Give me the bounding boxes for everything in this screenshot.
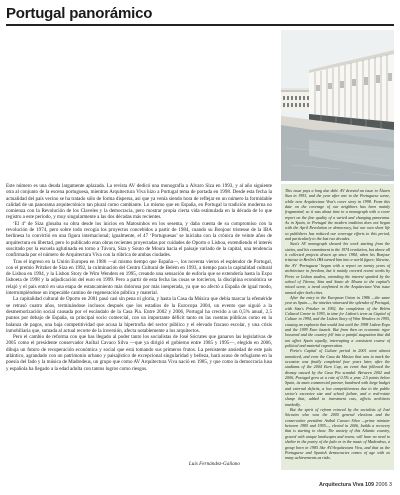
english-paragraph: Siza's AV monograph showed his work starting from the sixties, and his commitment to the 1974 revolution, but above all it collected projects drawn up since 1984, when his Bonjour tristesse in Berlin's IBA turned him into a world figure; likewise, the AV ‘Portuguese’ began with a report on twenty years of architecture in freedom, but it mainly covered recent works by Porto or Lisbon studios, extending the interest sparked by the school of Távora, Siza and Souto de Moura to the capital's mixed scene, a trend confirmed in the Arquitectura Viva issue named after both cities. (285, 241, 390, 295)
english-paragraph: After the entry in the European Union in 1986 —the same year as Spain—, the nineties witnessed the splendor of Portugal, with Siza's Pritzker in 1992, the completion of the Belém Cultural Center in 1993, in time for Lisbon's term as Capital of Culture in 1994, and the Lisbon Story of Wim Wenders in 1995, causing an euphoria that would last until the 1998 Lisbon Expo and the 1999 Euro launch. But from then on economic rigor loosened and the country fell into a painful stagnation that did not affect Spain equally, interrupting a consistent course of political and material regeneration. (285, 294, 390, 348)
page-number: 3 (389, 482, 392, 488)
english-paragraph: Porto's Capital of Culture period in 2001 went almost unnoticed, and even the Casa da Música that was to mark the occasion was finally completed four years later, after the stadiums of the 2004 Euro Cup, an event that followed the dismay caused by the Casa Pia scandal. Between 2002 and 2006, Portugal grew at a rate of 0.5% a year, 2.5 points below Spain, its main commercial partner, burdened with large budget and external deficits, a low competitiveness due to the public sector's excessive size and school failure, and a real-estate slump that, added to investment cuts, affects architects markedly. (285, 348, 390, 407)
building-illustration (281, 30, 394, 181)
main-article-text (6, 183, 272, 461)
english-paragraph: This issue pays a long due debt. AV devoted an issue to Álvaro Siza in 1993, and the year after one to the Portuguese scene, while now Arquitectura Viva's cover story in 1998. From this date on the coverage of our neighbors has been mainly fragmented, so it was about time to a monograph with a cover report on the fine quality of a varied and changing panorama. As in Spain, in Portugal the modern tradition does not began with the April Revolution or democracy, but our own short life so publishers has reduced our coverage efforts to this period, and particularly to the last two decades. (285, 188, 390, 242)
main-paragraph: Este número es una deuda largamente aplazada. La revista AV dedicó una monografía a Álvaro Siza en 1993, y al año siguiente otra al conjunto de la escena portuguesa, mientras Arquitectura Viva hizo a Portugal tema de portada en 1998. Desde esta fecha la actualidad del país vecino se ha tratado sólo de forma dispersa, así que ya venía siendo hora de reflejar en un número la formidable calidad de un panorama arquitectónico tan plural como cambiante. Lo mismo que en España, en Portugal la tradición moderna no comienza con la Revolución de los Claveles y la democracia, pero mostrar propia cierta vida estimulada en la década de lo que registro a este periodo, y muy singularmente a las dos décadas más recientes. (6, 183, 272, 221)
page-title: Portugal panorámico (6, 5, 153, 22)
magazine-issue: Arquitectura Viva 109 (318, 482, 374, 488)
main-paragraph: ‘El 4º de Siza glosaba su obra desde los inicios en Matosinhos en los sesenta, y daba cuenta de su compromiso con la revolución de 1974, pero sobre todo recogía los proyectos concebidos a partir de 1984, cuando su Bonjour tristesse de la IBA berlinesa lo convirtió en una figura internacional; igualmente, el 47 ‘Portuguesas’ se iniciaba con la crónica de veinte años de arquitectura en libertad, pero lo publicado eran obras recientes proyectadas por cuidades de Oporto o Lisboa, extendiendo el interés suscitado por la escuela aglutinada en torno a Távora, Siza y Souto de Moura hacia el paisaje variado de la capital, una tendencia confirmada por el número de Arquitectura Viva con la rúbrica de ambas ciudades. (6, 220, 272, 259)
title-rule (6, 24, 394, 26)
english-paragraph: But the spirit of reform evinced by the socialists of José Sócrates who won the 2005 general elections and the conservative president Aníbal Cavaco Silva —prime minister between 1985 and 1995—, elected in 2006, builds a recovery that is starting to show. The anxiety of this Atlantic country, graced with unique landscapes and towns, will have no need to shelter in the poetry of the fado or in the music of Madredeus, a group born in 1985 like AV/Arquitectura Viva, and that as the Portuguese and Spanish democracies comes of age with as many achievements as risks. (285, 407, 390, 461)
main-paragraph: Pero el cambio de reforma con que has llegado al poder tanto los socialistas de José Sócrates que ganaron las legislativas de 2005 como el presidente conservador Aníbal Cavaco Silva —que ya dirigió el gobierno entre 1985 y 1995—, elegido en 2006, dibuja un futuro de recuperación económica y social que está tomando sus primeros frutos. La persistente ansiedad de este país atlántico, agrandado con un patrimonio urbano y paisajístico de excepcional singularidad y belleza, hará acaso de refugiarse en la poesía del fado y la música de Madredeus, un grupo que como AV Arquitectura Viva nació en 1985, y que como la democracia lusa y española ha llegado a la edad adulta con tantos logros como riesgos. (6, 334, 272, 372)
english-translation-sidebar (281, 184, 394, 470)
main-paragraph: Tras el ingreso en la Unión Europea en 1986 —al mismo tiempo que España—, los noventa vieron el esplendor de Portugal, con el premio Pritzker de Siza en 1992, la culminación del Centro Cultural de Belém en 1993, a tiempo para la capitalidad cultural de Lisboa en 1994, y la Lisbon Story de Wim Wenders en 1995, creando una sensación de euforia que se extendería hasta la Expo lisboeta de 1998 y la adjudicación del euro en 1999. Pero a partir de esta fecha las cosas se torcieron, la disciplina económica se relajó y el país entró en una etapa de estancamiento más dolorosa por más inesperada, ya que no afectó a España de igual modo, interrumpiéndose un impecable camino de regeneración pública y material. (6, 258, 272, 297)
page-footer (319, 482, 392, 488)
author-signature: Luis Fernández-Galiano (188, 461, 240, 467)
main-paragraph: La capitalidad cultural de Oporto en 2001 pasó casi sin pena ni gloria, y hasta la Casa da Música que debía marcar la efeméride se retrasó cuatro años, terminándose inclusos después que los estadios de la Eurocopa 2004, un evento que siguió a la desmemorización social causada por el escándalo de la Casa Pia. Entre 2002 y 2006, Portugal ha crecido a un 0,5% anual, 2,5 puntos por debajo de España, su principal socio comercial, con un importante déficit tanto en las cuentas públicas como en la balanza de pagos, una baja competitividad que acusa la hipertrofia del sector público y el elevado fracaso escolar, y una crisis inmobiliaria que, sumada al actual recorte de la inversión, afecta notablemente a los arquitectos. (6, 296, 272, 334)
issue-year: 2006 (375, 482, 388, 488)
architecture-photo (281, 30, 394, 181)
